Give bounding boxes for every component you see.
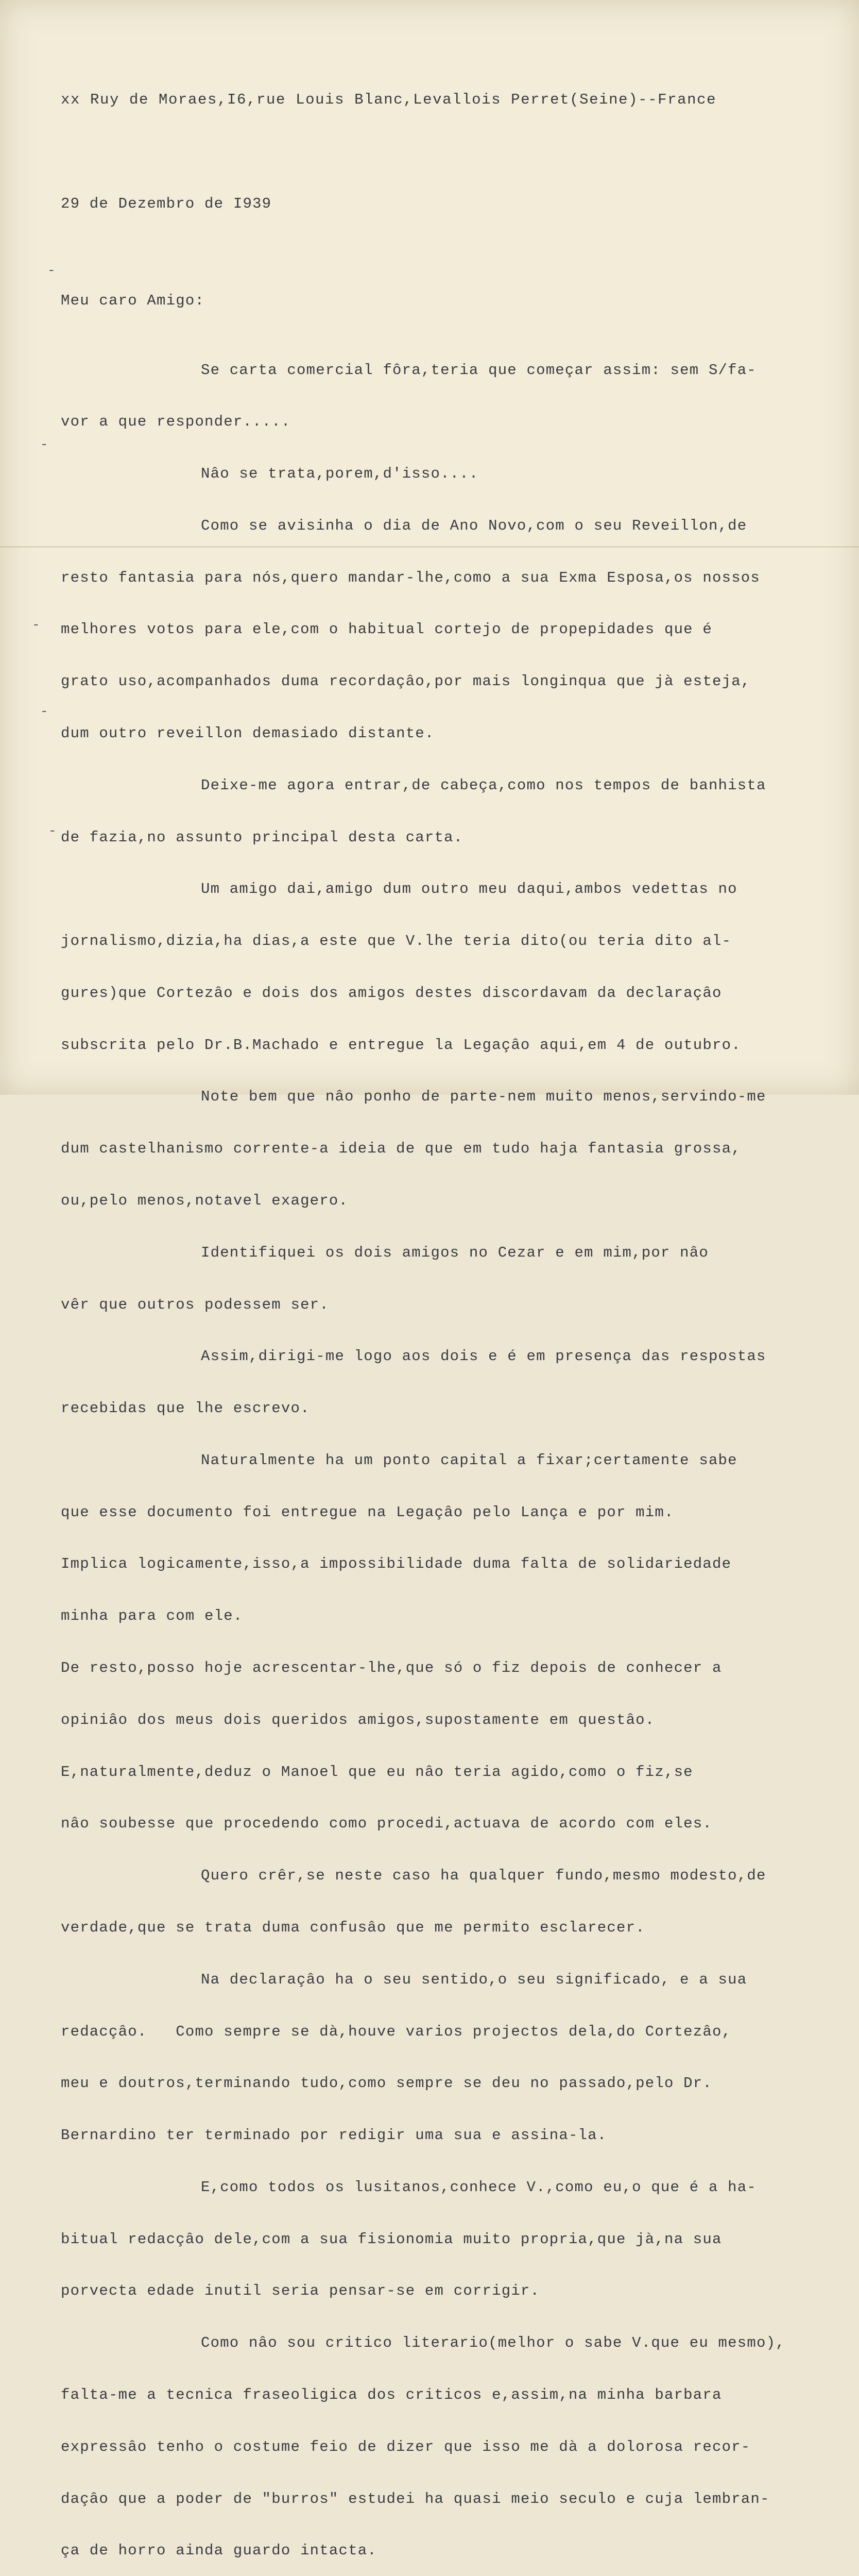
margin-dash: - xyxy=(40,704,48,719)
sender-address: xx Ruy de Moraes,I6,rue Louis Blanc,Levallois Perret(Seine)--France xyxy=(61,91,717,109)
text-line: grato uso,acompanhados duma recordaçâo,por mais longinqua que jà esteja, xyxy=(61,673,751,690)
text-line: ou,pelo menos,notavel exagero. xyxy=(61,1192,349,1209)
text-line: vor a que responder..... xyxy=(61,413,291,431)
text-line: expressâo tenho o costume feio de dizer que isso me dà a dolorosa recor- xyxy=(61,2438,751,2455)
margin-dash: - xyxy=(48,823,57,839)
margin-dash: - xyxy=(47,263,56,278)
text-line: E,naturalmente,deduz o Manoel que eu nâo teria agido,como o fiz,se xyxy=(61,1763,693,1781)
text-line: porvecta edade inutil seria pensar-se em corrigir. xyxy=(61,2282,540,2300)
text-line: daçâo que a poder de "burros" estudei ha quasi meio seculo e cuja lembran- xyxy=(61,2490,770,2507)
text-line: Implica logicamente,isso,a impossibilidade duma falta de solidariedade xyxy=(61,1555,732,1573)
text-line: bitual redacçâo dele,com a sua fisionomia muito propria,que jà,na sua xyxy=(61,2230,722,2248)
text-line: resto fantasia para nós,quero mandar-lhe,como a sua Exma Esposa,os nossos xyxy=(61,569,761,586)
text-line: jornalismo,dizia,ha dias,a este que V.lhe teria dito(ou teria dito al- xyxy=(61,933,732,950)
text-line: Na declaraçâo ha o seu sentido,o seu significado, e a sua xyxy=(201,1971,747,1988)
salutation: Meu caro Amigo: xyxy=(61,292,205,310)
text-line: Quero crêr,se neste caso ha qualquer fundo,mesmo modesto,de xyxy=(201,1867,766,1885)
text-line: Se carta comercial fôra,teria que começar assim: sem S/fa- xyxy=(201,361,757,379)
text-line: Nâo se trata,porem,d'isso.... xyxy=(201,465,479,483)
text-line: Bernardino ter terminado por redigir uma sua e assina-la. xyxy=(61,2127,607,2144)
text-line: De resto,posso hoje acrescentar-lhe,que só o fiz depois de conhecer a xyxy=(61,1659,722,1677)
text-line: ça de horro ainda guardo intacta. xyxy=(61,2542,377,2560)
text-line: recebidas que lhe escrevo. xyxy=(61,1400,310,1417)
text-line: Identifiquei os dois amigos no Cezar e em mim,por nâo xyxy=(201,1244,709,1261)
text-line: vêr que outros podessem ser. xyxy=(61,1296,329,1313)
letter-body xyxy=(61,57,818,2576)
margin-dash: - xyxy=(40,437,48,452)
margin-dash: - xyxy=(32,617,40,633)
text-line: Como se avisinha o dia de Ano Novo,com o seu Reveillon,de xyxy=(201,517,747,534)
text-line: de fazia,no assunto principal desta carta. xyxy=(61,828,463,846)
text-line: gures)que Cortezâo e dois dos amigos destes discordavam da declaraçâo xyxy=(61,984,722,1002)
text-line: Um amigo dai,amigo dum outro meu daqui,ambos vedettas no xyxy=(201,880,737,898)
text-line: E,como todos os lusitanos,conhece V.,como eu,o que é a ha- xyxy=(201,2178,757,2196)
text-line: Como nâo sou critico literario(melhor o sabe V.que eu mesmo), xyxy=(201,2334,785,2352)
text-line: dum outro reveillon demasiado distante. xyxy=(61,724,435,742)
text-line: que esse documento foi entregue na Legaçâo pelo Lança e por mim. xyxy=(61,1503,674,1521)
text-line: dum castelhanismo corrente-a ideia de que em tudo haja fantasia grossa, xyxy=(61,1140,741,1158)
text-line: Note bem que nâo ponho de parte-nem muito menos,servindo-me xyxy=(201,1088,766,1106)
text-line: falta-me a tecnica fraseoligica dos criticos e,assim,na minha barbara xyxy=(61,2386,722,2403)
text-line: subscrita pelo Dr.B.Machado e entregue la Legaçâo aqui,em 4 de outubro. xyxy=(61,1036,741,1054)
text-line: Deixe-me agora entrar,de cabeça,como nos tempos de banhista xyxy=(201,776,766,794)
text-line: minha para com ele. xyxy=(61,1607,243,1625)
letter-date: 29 de Dezembro de I939 xyxy=(61,195,272,213)
text-line: nâo soubesse que procedendo como procedi,actuava de acordo com eles. xyxy=(61,1815,712,1833)
text-line: redacçâo. Como sempre se dà,houve varios projectos dela,do Cortezâo, xyxy=(61,2023,732,2040)
text-line: meu e doutros,terminando tudo,como sempre se deu no passado,pelo Dr. xyxy=(61,2075,712,2092)
text-line: melhores votos para ele,com o habitual cortejo de propepidades que é xyxy=(61,621,712,638)
text-line: Naturalmente ha um ponto capital a fixar;certamente sabe xyxy=(201,1451,737,1469)
text-line: Assim,dirigi-me logo aos dois e é em presença das respostas xyxy=(201,1348,766,1365)
text-line: verdade,que se trata duma confusâo que me permito esclarecer. xyxy=(61,1919,645,1936)
text-line: opiniâo dos meus dois queridos amigos,supostamente em questâo. xyxy=(61,1711,655,1728)
